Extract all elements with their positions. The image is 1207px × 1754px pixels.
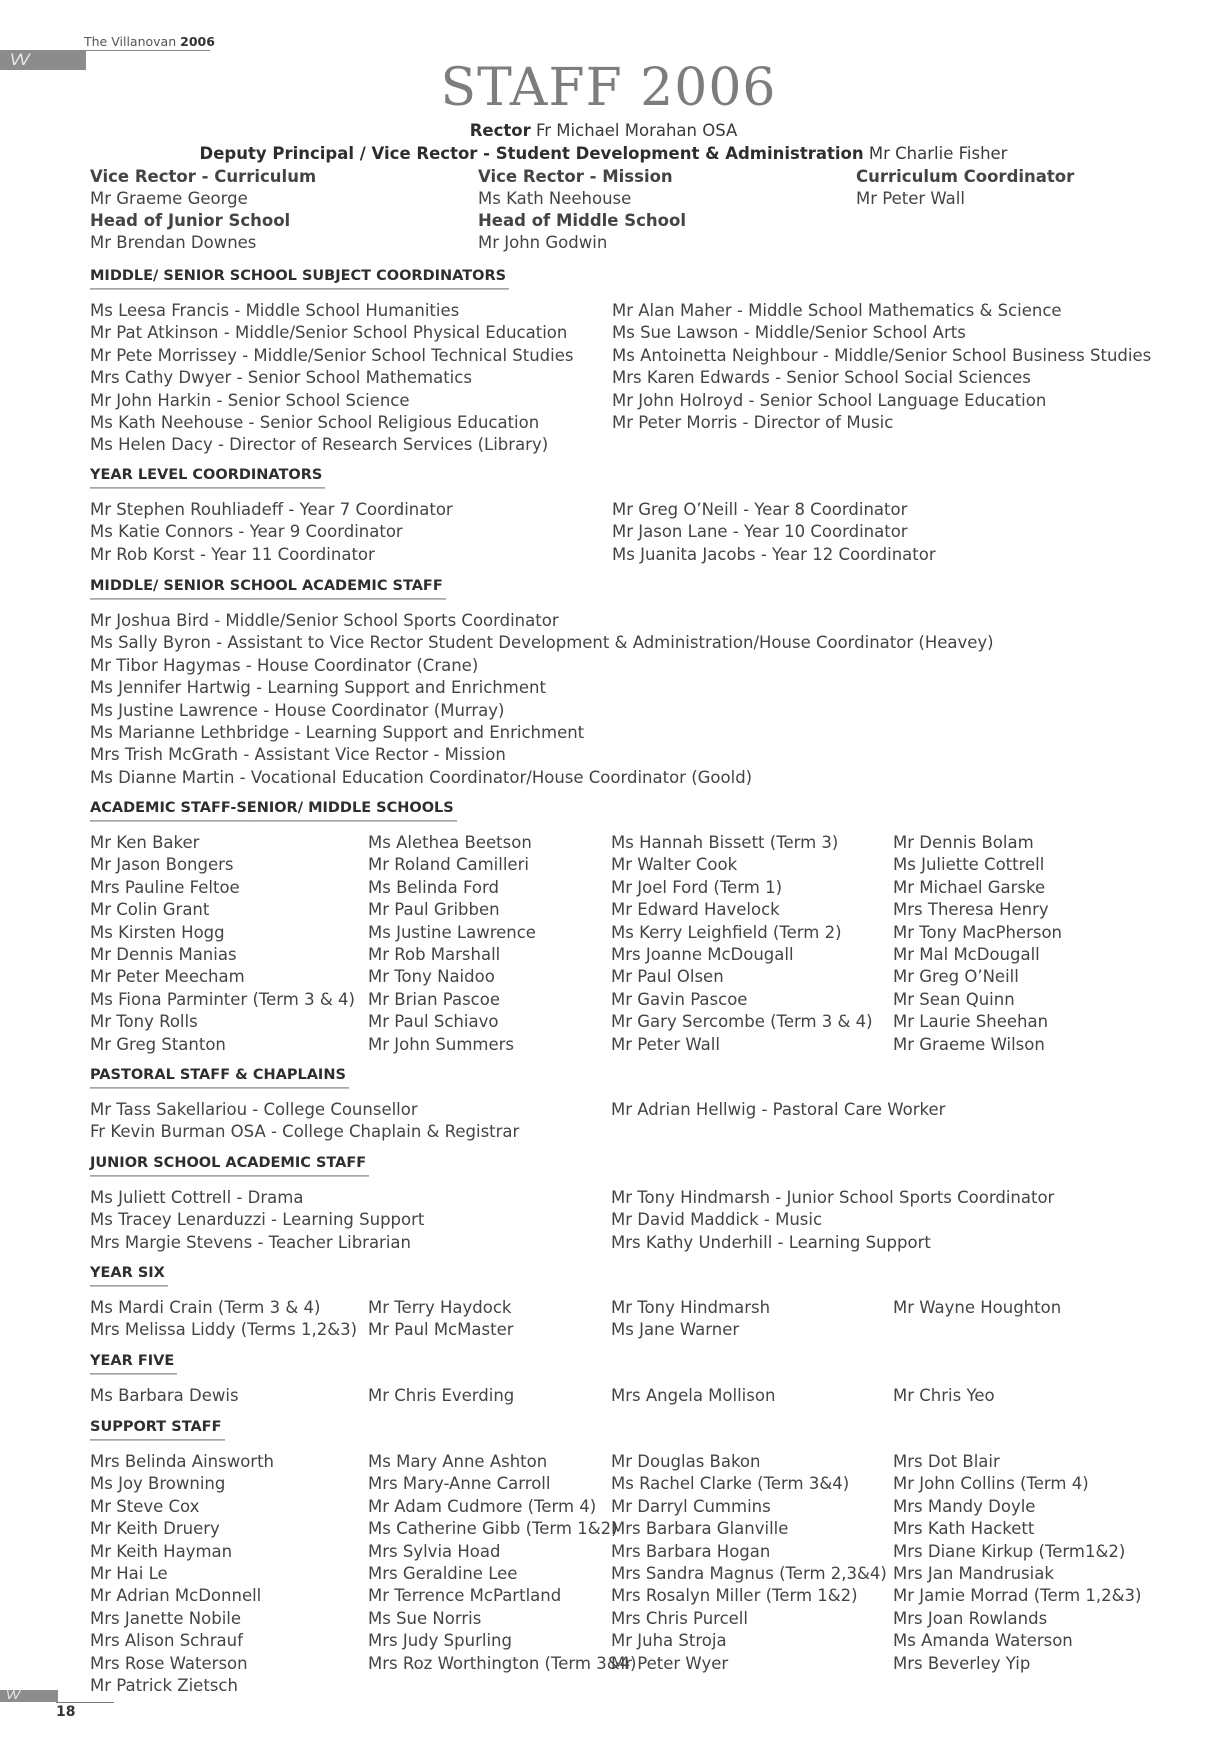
- staff-column: [90, 1297, 357, 1342]
- pastoral-right: [611, 1099, 945, 1121]
- list-item: Ms Katie Connors - Year 9 Coordinator: [90, 522, 403, 542]
- leader-role: Vice Rector - Mission: [478, 167, 673, 186]
- list-item: Mr Alan Maher - Middle School Mathematics & Science: [612, 301, 1062, 320]
- list-item: Ms Sue Lawson - Middle/Senior School Arts: [612, 323, 966, 343]
- list-item: Mr Patrick Zietsch: [90, 1675, 238, 1695]
- list-item: Mr Paul Schiavo: [368, 1012, 499, 1032]
- subject-coordinators-right: [612, 300, 1151, 434]
- staff-column: [368, 1451, 637, 1675]
- staff-column: [893, 1451, 1141, 1675]
- list-item: Ms Catherine Gibb (Term 1&2): [368, 1519, 618, 1539]
- list-item: Ms Juanita Jacobs - Year 12 Coordinator: [612, 544, 936, 564]
- list-item: Mr Rob Marshall: [368, 944, 501, 964]
- list-item: Mr Peter Morris - Director of Music: [612, 412, 894, 432]
- junior-right: [611, 1187, 1054, 1254]
- list-item: Mrs Karen Edwards - Senior School Social Sciences: [612, 368, 1031, 388]
- list-item: Ms Helen Dacy - Director of Research Services (Library): [90, 435, 549, 455]
- list-item: Mrs Geraldine Lee: [368, 1563, 518, 1583]
- list-item: Mr Graeme Wilson: [893, 1034, 1045, 1054]
- staff-column: [90, 1385, 239, 1407]
- list-item: Ms Justine Lawrence: [368, 922, 536, 942]
- list-item: Mr Tony Hindmarsh: [611, 1298, 771, 1317]
- list-item: Mr Juha Stroja: [611, 1631, 727, 1651]
- leader-role: Head of Junior School: [90, 211, 291, 230]
- section-heading: JUNIOR SCHOOL ACADEMIC STAFF: [90, 1155, 366, 1175]
- list-item: Mrs Kath Hackett: [893, 1519, 1035, 1539]
- staff-column: [893, 1297, 1061, 1319]
- list-item: Mrs Mandy Doyle: [893, 1496, 1036, 1516]
- list-item: Ms Antoinetta Neighbour - Middle/Senior School Business Studies: [612, 345, 1152, 365]
- list-item: Mr Jamie Morrad (Term 1,2&3): [893, 1586, 1142, 1606]
- list-item: Ms Amanda Waterson: [893, 1631, 1073, 1651]
- list-item: Ms Jane Warner: [611, 1320, 740, 1340]
- list-item: Mrs Trish McGrath - Assistant Vice Rector - Mission: [90, 745, 506, 765]
- list-item: Ms Barbara Dewis: [90, 1386, 239, 1405]
- list-item: Ms Sally Byron - Assistant to Vice Rector Student Development & Administration/House Coordinator (Heavey): [90, 633, 994, 653]
- list-item: Mr Steve Cox: [90, 1496, 200, 1516]
- leader-name: Mr Brendan Downes: [90, 233, 257, 252]
- list-item: Fr Kevin Burman OSA - College Chaplain & Registrar: [90, 1122, 520, 1142]
- list-item: Mr Joel Ford (Term 1): [611, 877, 783, 897]
- header-rule: [84, 50, 210, 51]
- list-item: Mr David Maddick - Music: [611, 1210, 823, 1230]
- list-item: Ms Mary Anne Ashton: [368, 1452, 548, 1471]
- list-item: Mr Chris Yeo: [893, 1386, 995, 1405]
- list-item: Mrs Rose Waterson: [90, 1653, 248, 1673]
- list-item: Mr Tony Hindmarsh - Junior School Sports Coordinator: [611, 1188, 1055, 1207]
- list-item: Mrs Cathy Dwyer - Senior School Mathematics: [90, 368, 472, 388]
- section-heading: YEAR FIVE: [90, 1353, 174, 1373]
- list-item: Mr Darryl Cummins: [611, 1496, 771, 1516]
- list-item: Mr Pete Morrissey - Middle/Senior School Technical Studies: [90, 345, 574, 365]
- list-item: Ms Fiona Parminter (Term 3 & 4): [90, 989, 355, 1009]
- list-item: Mr Stephen Rouhliadeff - Year 7 Coordinator: [90, 500, 453, 519]
- list-item: Ms Jennifer Hartwig - Learning Support and Enrichment: [90, 678, 546, 698]
- rector-line: Rector Fr Michael Morahan OSA: [469, 121, 738, 140]
- leader-role: Curriculum Coordinator: [856, 167, 1075, 186]
- list-item: Mr Paul Olsen: [611, 967, 724, 987]
- junior-left: [90, 1187, 424, 1254]
- list-item: Mr Tass Sakellariou - College Counsellor: [90, 1100, 418, 1119]
- list-item: Ms Juliett Cottrell - Drama: [90, 1188, 304, 1207]
- list-item: Mrs Chris Purcell: [611, 1608, 748, 1628]
- list-item: Mrs Joan Rowlands: [893, 1608, 1048, 1628]
- list-item: Mr Keith Druery: [90, 1519, 220, 1539]
- list-item: Mrs Theresa Henry: [893, 900, 1049, 920]
- list-item: Mr Adrian Hellwig - Pastoral Care Worker: [611, 1100, 946, 1119]
- section-heading: SUPPORT STAFF: [90, 1419, 222, 1439]
- list-item: Mr Walter Cook: [611, 855, 738, 875]
- list-item: Mr Mal McDougall: [893, 944, 1040, 964]
- list-item: Mr Adrian McDonnell: [90, 1586, 262, 1606]
- leader-name: Ms Kath Neehouse: [478, 189, 632, 208]
- list-item: Mr Peter Wall: [611, 1034, 720, 1054]
- list-item: Mrs Joanne McDougall: [611, 944, 794, 964]
- list-item: Mr Hai Le: [90, 1563, 168, 1583]
- section-heading: MIDDLE/ SENIOR SCHOOL SUBJECT COORDINATORS: [90, 268, 506, 288]
- list-item: Ms Leesa Francis - Middle School Humanities: [90, 301, 460, 320]
- list-item: Mr John Holroyd - Senior School Language Education: [612, 390, 1047, 410]
- page-title: STAFF 2006: [440, 58, 777, 118]
- list-item: Mr Terry Haydock: [368, 1298, 512, 1317]
- list-item: Mr Tony Rolls: [90, 1012, 198, 1032]
- list-item: Ms Sue Norris: [368, 1608, 482, 1628]
- list-item: Mr Dennis Bolam: [893, 833, 1034, 852]
- list-item: Mrs Alison Schrauf: [90, 1631, 243, 1651]
- list-item: Ms Alethea Beetson: [368, 833, 532, 852]
- staff-column: [368, 832, 536, 1056]
- list-item: Mrs Barbara Glanville: [611, 1519, 789, 1539]
- list-item: Ms Kath Neehouse - Senior School Religious Education: [90, 412, 540, 432]
- staff-column: [611, 1297, 770, 1342]
- list-item: Mrs Diane Kirkup (Term1&2): [893, 1541, 1126, 1561]
- list-item: Ms Justine Lawrence - House Coordinator (Murray): [90, 700, 505, 720]
- list-item: Mrs Dot Blair: [893, 1452, 1000, 1471]
- list-item: Mr Douglas Bakon: [611, 1452, 761, 1471]
- year-level-right: [612, 499, 936, 566]
- list-item: Mr John Collins (Term 4): [893, 1474, 1089, 1494]
- list-item: Mr Adam Cudmore (Term 4): [368, 1496, 597, 1516]
- list-item: Mr Jason Lane - Year 10 Coordinator: [612, 522, 908, 542]
- leader-name: Mr John Godwin: [478, 233, 608, 252]
- list-item: Mr Greg Stanton: [90, 1034, 226, 1054]
- list-item: Mr John Summers: [368, 1034, 514, 1054]
- list-item: Mr Paul McMaster: [368, 1320, 514, 1340]
- leader-name: Mr Peter Wall: [856, 189, 965, 208]
- staff-column: [893, 1385, 995, 1407]
- footer-logo-icon: VV: [6, 1688, 19, 1702]
- list-item: Ms Belinda Ford: [368, 877, 499, 897]
- academic-staff-list: [90, 610, 994, 789]
- list-item: Mr Edward Havelock: [611, 900, 780, 920]
- list-item: Ms Mardi Crain (Term 3 & 4): [90, 1298, 321, 1317]
- list-item: Mr Roland Camilleri: [368, 855, 529, 875]
- staff-column: [893, 832, 1062, 1056]
- list-item: Mrs Barbara Hogan: [611, 1541, 771, 1561]
- list-item: Mrs Sylvia Hoad: [368, 1541, 501, 1561]
- deputy-line: Deputy Principal / Vice Rector - Student Development & Administration Mr Charlie Fisher: [199, 144, 1008, 163]
- list-item: Mrs Roz Worthington (Term 3&4): [368, 1653, 637, 1673]
- list-item: Mr Wayne Houghton: [893, 1298, 1062, 1317]
- staff-column: [611, 1385, 775, 1407]
- list-item: Ms Dianne Martin - Vocational Education Coordinator/House Coordinator (Goold): [90, 767, 753, 787]
- list-item: Mr Tony MacPherson: [893, 922, 1063, 942]
- year-level-left: [90, 499, 453, 566]
- section-heading: PASTORAL STAFF & CHAPLAINS: [90, 1067, 346, 1087]
- list-item: Mr Colin Grant: [90, 900, 210, 920]
- logo-icon: VV: [10, 50, 28, 69]
- list-item: Mr Peter Wyer: [611, 1653, 729, 1673]
- list-item: Mr Dennis Manias: [90, 944, 237, 964]
- list-item: Mr Pat Atkinson - Middle/Senior School Physical Education: [90, 323, 568, 343]
- list-item: Mrs Margie Stevens - Teacher Librarian: [90, 1232, 411, 1252]
- list-item: Mr Greg O’Neill: [893, 967, 1019, 987]
- list-item: Mr Tibor Hagymas - House Coordinator (Crane): [90, 655, 479, 675]
- list-item: Mrs Janette Nobile: [90, 1608, 242, 1628]
- staff-column: [611, 1451, 887, 1675]
- staff-column: [90, 1451, 274, 1697]
- list-item: Ms Kirsten Hogg: [90, 922, 225, 942]
- pastoral-left: [90, 1099, 519, 1144]
- list-item: Mr Jason Bongers: [90, 855, 234, 875]
- list-item: Mr Sean Quinn: [893, 989, 1015, 1009]
- leader-role: Head of Middle School: [478, 211, 686, 230]
- list-item: Mr Joshua Bird - Middle/Senior School Sports Coordinator: [90, 611, 559, 630]
- staff-column: [611, 832, 873, 1056]
- list-item: Mrs Angela Mollison: [611, 1386, 776, 1405]
- section-heading: ACADEMIC STAFF-SENIOR/ MIDDLE SCHOOLS: [90, 800, 454, 820]
- list-item: Mr Laurie Sheehan: [893, 1012, 1049, 1032]
- list-item: Mr Gavin Pascoe: [611, 989, 748, 1009]
- list-item: Mrs Pauline Feltoe: [90, 877, 240, 897]
- list-item: Mr Greg O’Neill - Year 8 Coordinator: [612, 500, 908, 519]
- staff-column: [368, 1297, 514, 1342]
- list-item: Ms Tracey Lenarduzzi - Learning Support: [90, 1210, 425, 1230]
- list-item: Mr Michael Garske: [893, 877, 1046, 897]
- publication-header: The Villanovan 2006: [84, 34, 215, 49]
- list-item: Mrs Belinda Ainsworth: [90, 1452, 275, 1471]
- footer-rule: [56, 1702, 114, 1703]
- list-item: Mr Peter Meecham: [90, 967, 245, 987]
- list-item: Ms Hannah Bissett (Term 3): [611, 833, 839, 852]
- list-item: Mr Terrence McPartland: [368, 1586, 562, 1606]
- list-item: Mr Chris Everding: [368, 1386, 515, 1405]
- list-item: Mrs Sandra Magnus (Term 2,3&4): [611, 1563, 887, 1583]
- list-item: Mr Keith Hayman: [90, 1541, 233, 1561]
- list-item: Mr Brian Pascoe: [368, 989, 500, 1009]
- staff-column: [368, 1385, 514, 1407]
- list-item: Mrs Beverley Yip: [893, 1653, 1031, 1673]
- list-item: Mrs Judy Spurling: [368, 1631, 512, 1651]
- list-item: Mrs Rosalyn Miller (Term 1&2): [611, 1586, 858, 1606]
- staff-column: [90, 832, 355, 1056]
- list-item: Mr Rob Korst - Year 11 Coordinator: [90, 544, 375, 564]
- list-item: Ms Kerry Leighfield (Term 2): [611, 922, 842, 942]
- list-item: Ms Rachel Clarke (Term 3&4): [611, 1474, 850, 1494]
- list-item: Mrs Melissa Liddy (Terms 1,2&3): [90, 1320, 358, 1340]
- section-heading: YEAR SIX: [90, 1265, 165, 1285]
- list-item: Mr John Harkin - Senior School Science: [90, 390, 410, 410]
- subject-coordinators-left: [90, 300, 573, 457]
- list-item: Ms Marianne Lethbridge - Learning Support and Enrichment: [90, 722, 585, 742]
- list-item: Mr Gary Sercombe (Term 3 & 4): [611, 1012, 873, 1032]
- section-heading: MIDDLE/ SENIOR SCHOOL ACADEMIC STAFF: [90, 578, 443, 598]
- section-heading: YEAR LEVEL COORDINATORS: [90, 467, 322, 487]
- list-item: Mr Tony Naidoo: [368, 967, 495, 987]
- list-item: Mr Paul Gribben: [368, 900, 500, 920]
- list-item: Mrs Kathy Underhill - Learning Support: [611, 1232, 931, 1252]
- list-item: Mrs Mary-Anne Carroll: [368, 1474, 551, 1494]
- page-number: 18: [56, 1704, 76, 1720]
- list-item: Mr Ken Baker: [90, 833, 200, 852]
- leader-role: Vice Rector - Curriculum: [90, 167, 317, 186]
- list-item: Ms Juliette Cottrell: [893, 855, 1045, 875]
- leader-name: Mr Graeme George: [90, 189, 248, 208]
- list-item: Mrs Jan Mandrusiak: [893, 1563, 1054, 1583]
- list-item: Ms Joy Browning: [90, 1474, 226, 1494]
